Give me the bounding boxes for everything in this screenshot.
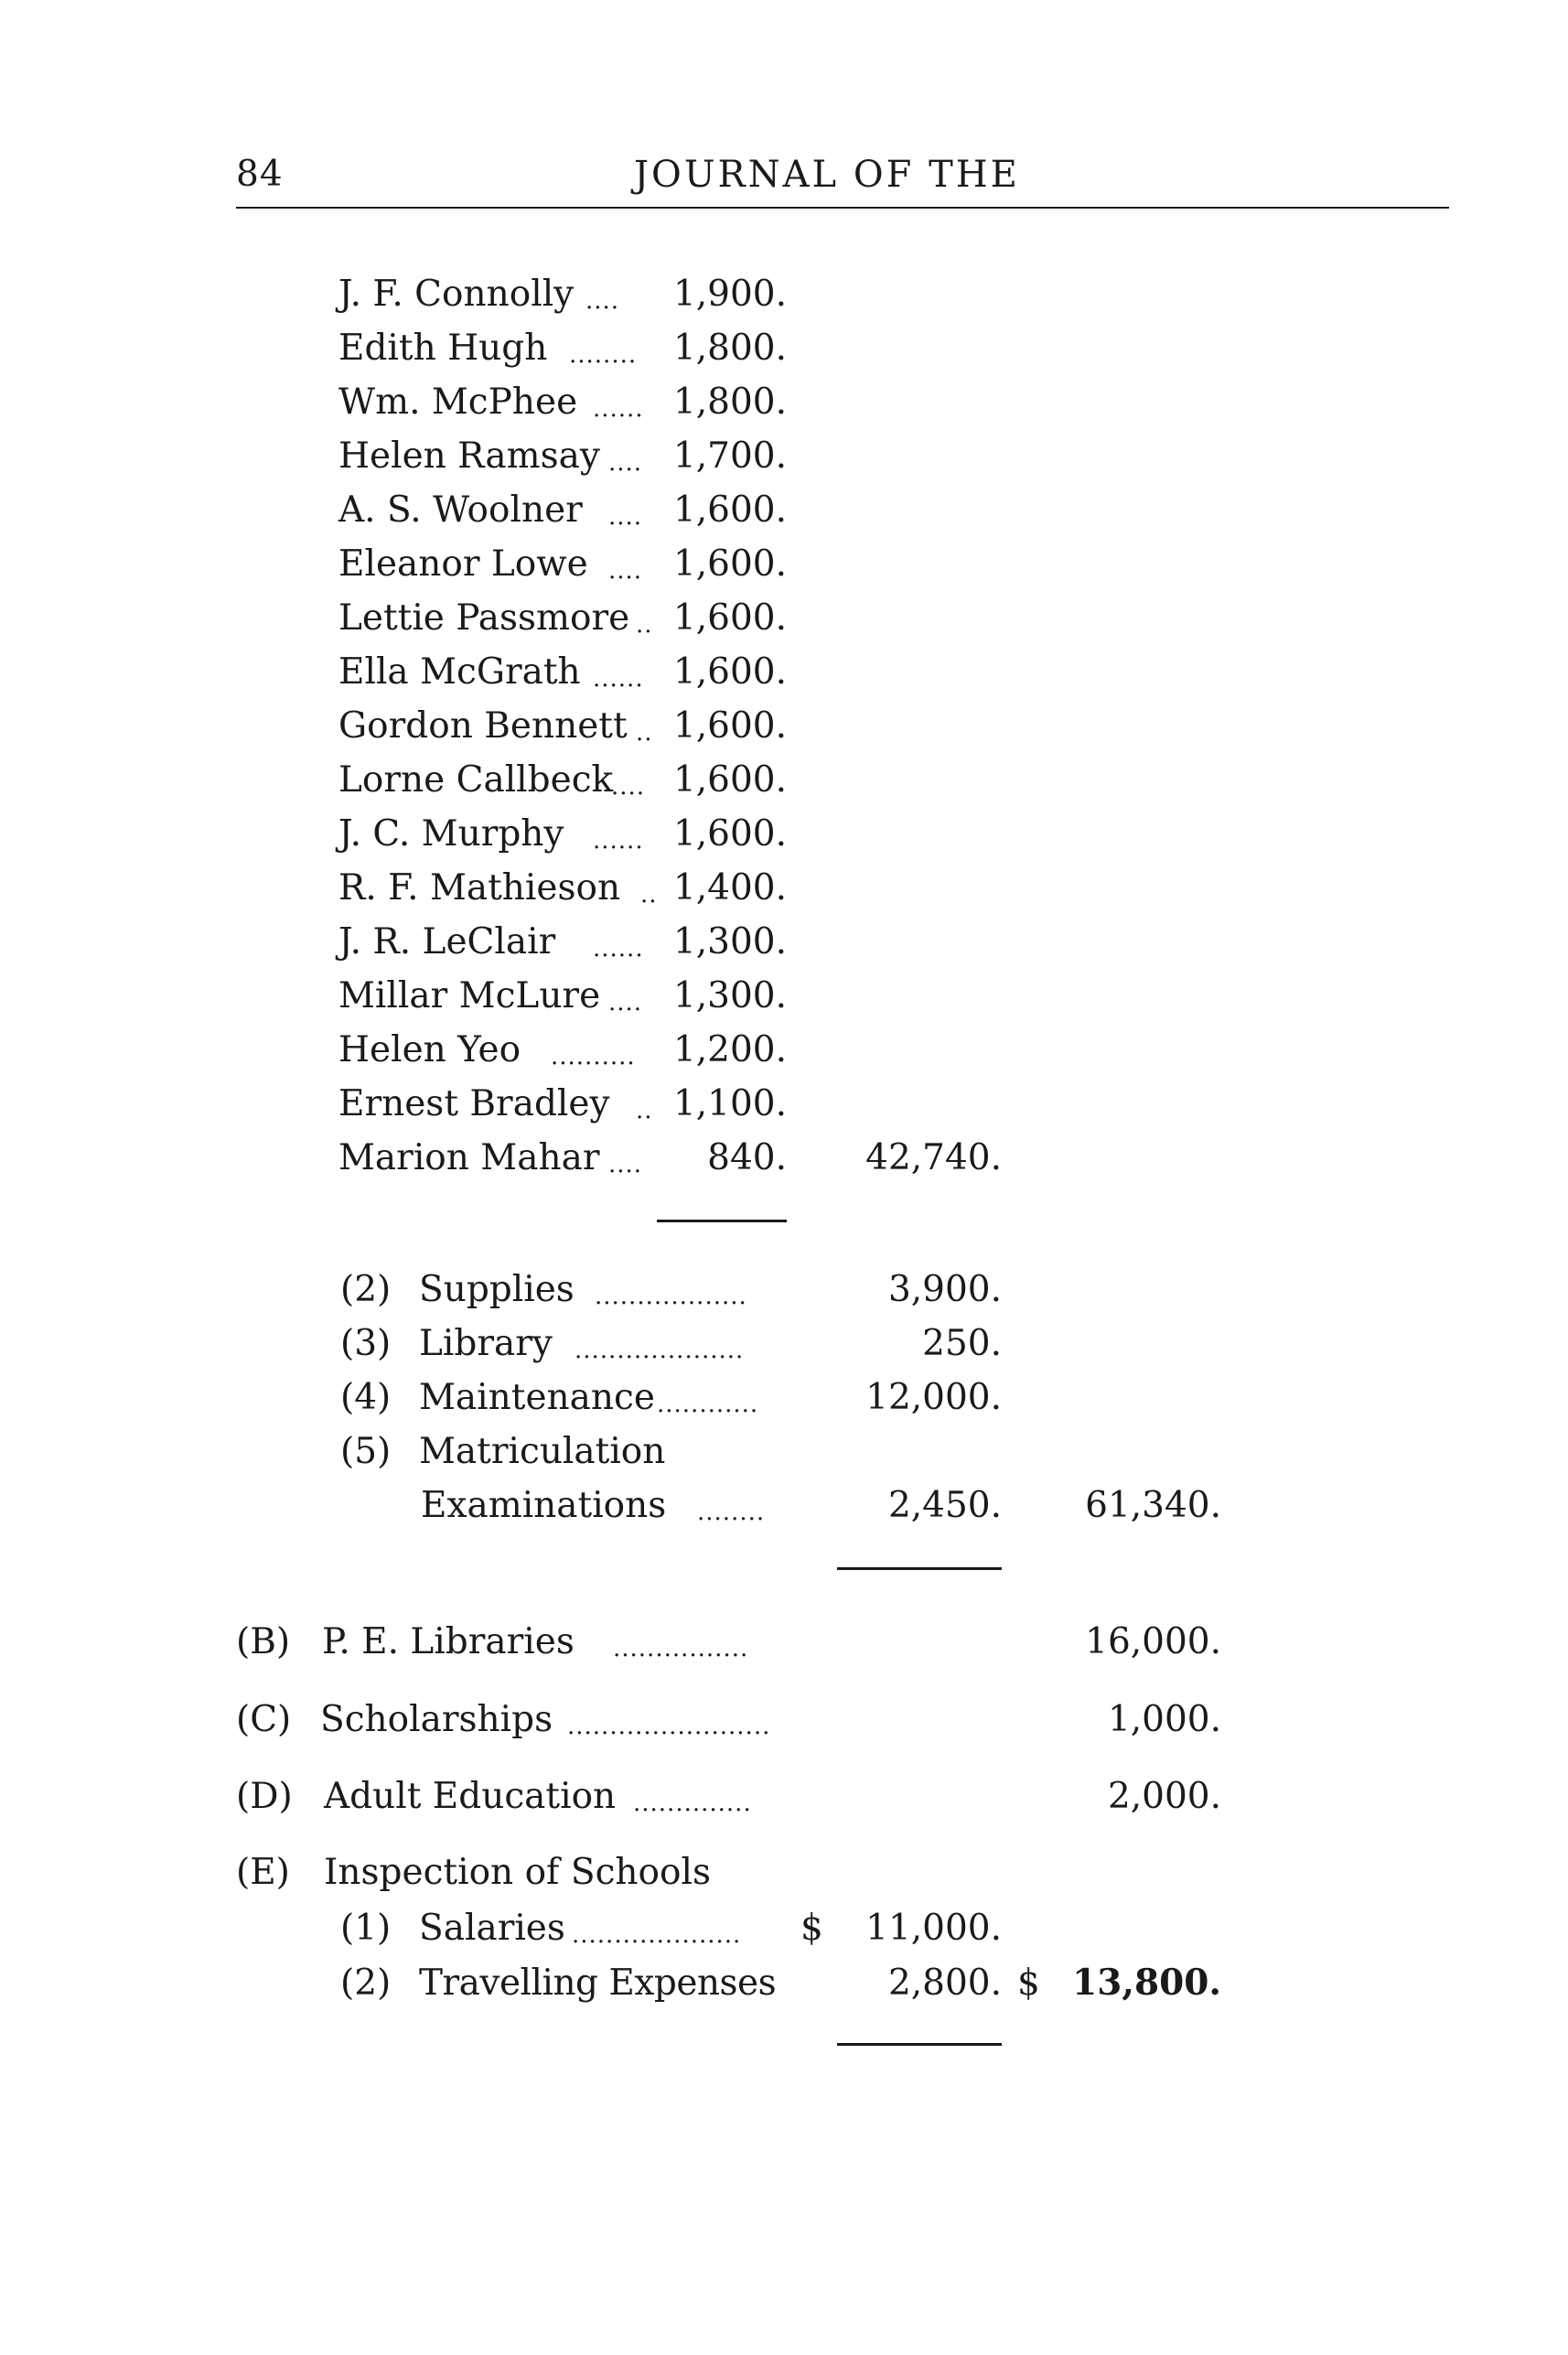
dot-leader: .... bbox=[608, 1153, 643, 1177]
dot-leader: .... bbox=[585, 289, 620, 313]
dot-leader: .... bbox=[608, 451, 643, 475]
salary-amount: 1,600. bbox=[672, 597, 787, 639]
subtotal-rule bbox=[837, 2043, 1002, 2046]
salary-amount: 1,700. bbox=[672, 436, 787, 477]
salary-amount: 1,300. bbox=[672, 921, 787, 962]
dot-leader: ...... bbox=[593, 937, 644, 961]
item-number: (2) bbox=[340, 1269, 392, 1310]
item-amount: 12,000. bbox=[865, 1377, 1002, 1418]
salary-name: J. F. Connolly bbox=[338, 274, 575, 315]
section-letter: (E) bbox=[236, 1852, 290, 1893]
dot-leader: .................. bbox=[595, 1285, 747, 1308]
salary-name: Lettie Passmore bbox=[338, 597, 630, 639]
section-amount: 1,000. bbox=[1107, 1699, 1221, 1740]
salary-name: Eleanor Lowe bbox=[338, 543, 588, 585]
item-number: (3) bbox=[340, 1323, 392, 1364]
salary-amount: 1,600. bbox=[672, 813, 787, 855]
salary-amount: 1,800. bbox=[672, 382, 787, 423]
item-number: (2) bbox=[340, 1962, 392, 2004]
item-number: (5) bbox=[340, 1431, 392, 1472]
item-label: Salaries bbox=[419, 1908, 565, 1949]
subtotal-rule bbox=[837, 1567, 1002, 1570]
salary-name: Edith Hugh bbox=[338, 328, 548, 369]
salary-amount: 1,600. bbox=[672, 543, 787, 585]
section-amount: 16,000. bbox=[1085, 1621, 1221, 1662]
dot-leader: ............ bbox=[657, 1393, 759, 1416]
dot-leader: .... bbox=[608, 991, 643, 1015]
dot-leader: .................... bbox=[575, 1339, 745, 1362]
item-number: (4) bbox=[340, 1377, 392, 1418]
salary-name: A. S. Woolner bbox=[338, 489, 583, 531]
dot-leader: .... bbox=[608, 505, 643, 529]
salary-amount: 1,300. bbox=[672, 975, 787, 1016]
salary-name: R. F. Mathieson bbox=[338, 867, 621, 909]
item-label: Travelling Expenses bbox=[419, 1962, 777, 2004]
salary-amount: 1,400. bbox=[672, 867, 787, 909]
item-amount: 2,450. bbox=[887, 1485, 1002, 1526]
dot-leader: ...... bbox=[593, 829, 644, 853]
salary-amount: 1,600. bbox=[672, 759, 787, 801]
section-label: Adult Education bbox=[324, 1776, 617, 1817]
salary-name: Helen Yeo bbox=[338, 1029, 521, 1070]
salary-name: J. R. LeClair bbox=[338, 921, 556, 962]
item-amount: 2,800. bbox=[887, 1962, 1002, 2004]
salary-amount: 1,600. bbox=[672, 705, 787, 747]
salary-name: Wm. McPhee bbox=[338, 382, 578, 423]
header-rule bbox=[236, 207, 1449, 209]
currency-sign: $ bbox=[800, 1908, 823, 1949]
dot-leader: ........ bbox=[697, 1500, 766, 1524]
salary-amount: 1,800. bbox=[672, 328, 787, 369]
item-amount: 11,000. bbox=[865, 1908, 1002, 1949]
page-header bbox=[236, 154, 1449, 209]
salary-amount: 840. bbox=[707, 1137, 787, 1178]
item-label: Supplies bbox=[419, 1269, 575, 1310]
dot-leader: ........ bbox=[569, 343, 638, 367]
salary-name: J. C. Murphy bbox=[338, 813, 564, 855]
dot-leader: .... bbox=[611, 775, 646, 799]
section-amount: 2,000. bbox=[1107, 1776, 1221, 1817]
item-amount: 3,900. bbox=[887, 1269, 1002, 1310]
dot-leader: .. bbox=[636, 1099, 653, 1123]
currency-sign: $ bbox=[1017, 1962, 1040, 2004]
salary-amount: 1,600. bbox=[672, 651, 787, 693]
salary-amount: 1,600. bbox=[672, 489, 787, 531]
salary-name: Ella McGrath bbox=[338, 651, 581, 693]
salary-name: Marion Mahar bbox=[338, 1137, 600, 1178]
section-label: Scholarships bbox=[320, 1699, 553, 1740]
page-number: 84 bbox=[236, 154, 284, 195]
section-letter: (D) bbox=[236, 1776, 293, 1817]
section-letter: (B) bbox=[236, 1621, 291, 1662]
dot-leader: ........................ bbox=[567, 1715, 771, 1738]
dot-leader: ................ bbox=[613, 1637, 749, 1661]
salary-amount: 1,100. bbox=[672, 1083, 787, 1124]
dot-leader: .... bbox=[608, 559, 643, 583]
salary-name: Millar McLure bbox=[338, 975, 601, 1016]
section-total: 61,340. bbox=[1085, 1485, 1221, 1526]
salary-name: Ernest Bradley bbox=[338, 1083, 610, 1124]
subtotal-rule bbox=[657, 1220, 787, 1222]
section-letter: (C) bbox=[236, 1699, 292, 1740]
running-head: JOURNAL OF THE bbox=[634, 154, 1020, 196]
dot-leader: ...... bbox=[593, 397, 644, 421]
salary-name: Helen Ramsay bbox=[338, 436, 600, 477]
dot-leader: .................... bbox=[572, 1923, 742, 1947]
dot-leader: ...... bbox=[593, 667, 644, 691]
salary-amount: 1,200. bbox=[672, 1029, 787, 1070]
section-total: 13,800. bbox=[1072, 1962, 1221, 2004]
dot-leader: .............. bbox=[633, 1791, 752, 1815]
section-label: P. E. Libraries bbox=[322, 1621, 575, 1662]
item-amount: 250. bbox=[922, 1323, 1002, 1364]
salary-name: Lorne Callbeck bbox=[338, 759, 614, 801]
item-label: Matriculation bbox=[419, 1431, 666, 1472]
salary-amount: 1,900. bbox=[672, 274, 787, 315]
dot-leader: .. bbox=[636, 613, 653, 637]
salaries-total: 42,740. bbox=[865, 1137, 1002, 1178]
item-number: (1) bbox=[340, 1908, 392, 1949]
dot-leader: .......... bbox=[551, 1045, 636, 1069]
dot-leader: .. bbox=[640, 883, 658, 907]
item-label: Maintenance bbox=[419, 1377, 655, 1418]
item-label: Examinations bbox=[421, 1485, 667, 1526]
section-label: Inspection of Schools bbox=[324, 1852, 712, 1893]
item-label: Library bbox=[419, 1323, 553, 1364]
dot-leader: .. bbox=[636, 721, 653, 745]
salary-name: Gordon Bennett bbox=[338, 705, 628, 747]
